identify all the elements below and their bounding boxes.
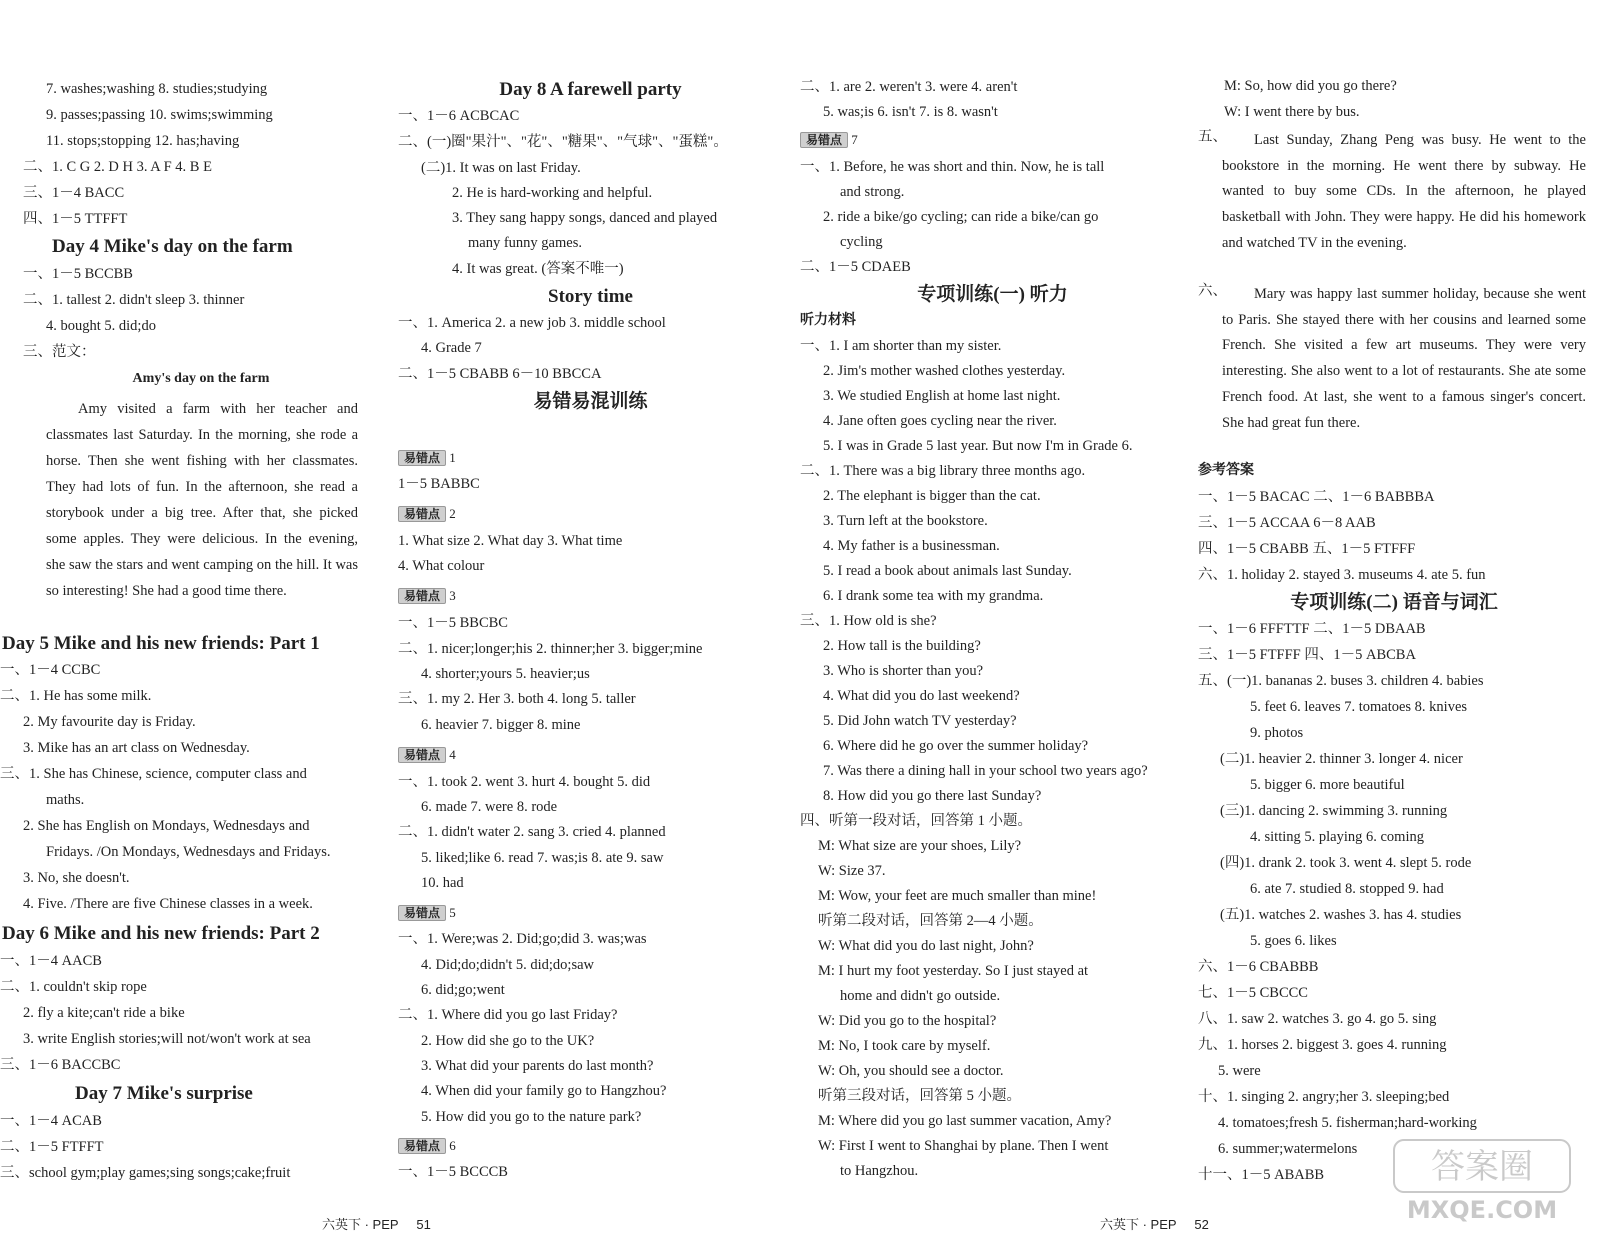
answer-line: 2. She has English on Mondays, Wednesdays and xyxy=(23,818,310,834)
error-point-badge xyxy=(800,132,858,148)
answer-line: 3. Mike has an art class on Wednesday. xyxy=(23,740,250,756)
answer-line: 二、1. tallest 2. didn't sleep 3. thinner xyxy=(23,292,245,308)
dialogue-line: 听第二段对话，回答第 2—4 小题。 xyxy=(818,913,1043,929)
answer-line: 4. When did your family go to Hangzhou? xyxy=(421,1083,667,1099)
answer-line: 4. Grade 7 xyxy=(421,340,482,356)
answer-line: 6. made 7. were 8. rode xyxy=(421,799,558,815)
answer-line: 二、1. couldn't skip rope xyxy=(0,979,147,995)
answer-line: 二、1. C G 2. D H 3. A F 4. B E xyxy=(23,159,212,175)
answer-line: 9. photos xyxy=(1250,725,1304,741)
error-point-badge xyxy=(398,588,456,604)
answer-line: 2. ride a bike/go cycling; can ride a bike/can go xyxy=(823,209,1099,225)
dialogue-line: M: No, I took care by myself. xyxy=(818,1038,991,1054)
answer-line: 一、1－4 ACAB xyxy=(0,1113,102,1129)
answer-line: 五、(一)1. bananas 2. buses 3. children 4. babies xyxy=(1198,673,1484,689)
watermark-url: MXQE.COM xyxy=(1406,1196,1558,1224)
reference-answers-label: 参考答案 xyxy=(1198,463,1254,478)
answer-line: 6. heavier 7. bigger 8. mine xyxy=(421,717,581,733)
section-label: 五、 xyxy=(1198,129,1227,145)
answer-line: 10. had xyxy=(421,875,464,891)
answer-line: 6. Where did he go over the summer holiday? xyxy=(823,738,1089,754)
answer-line: 三、范文： xyxy=(23,344,96,360)
answer-line: 3. write English stories;will not/won't work at sea xyxy=(23,1031,311,1047)
answer-line: 一、1. Were;was 2. Did;go;did 3. was;was xyxy=(398,931,647,947)
answer-line: 4. Jane often goes cycling near the river. xyxy=(823,413,1057,429)
answer-line: 二、1. Where did you go last Friday? xyxy=(398,1007,618,1023)
dialogue-line: 听第三段对话，回答第 5 小题。 xyxy=(818,1088,1021,1104)
answer-line: cycling xyxy=(840,234,883,250)
answer-line: 2. Jim's mother washed clothes yesterday. xyxy=(823,363,1066,379)
watermark-logo xyxy=(1392,1138,1572,1226)
answer-line: 七、1－5 CBCCC xyxy=(1198,985,1308,1001)
answer-line: 5. was;is 6. isn't 7. is 8. wasn't xyxy=(823,104,998,120)
dialogue-line: W: Did you go to the hospital? xyxy=(818,1013,997,1029)
answer-line: 5. bigger 6. more beautiful xyxy=(1250,777,1405,793)
answer-line: 二、1－5 FTFFT xyxy=(0,1139,104,1155)
dialogue-line: M: I hurt my foot yesterday. So I just stayed at xyxy=(818,963,1089,979)
answer-line: 一、1. took 2. went 3. hurt 4. bought 5. did xyxy=(398,774,651,790)
answer-line: 9. passes;passing 10. swims;swimming xyxy=(46,107,273,123)
answer-line: 1－5 BABBC xyxy=(398,476,480,492)
answer-line: (四)1. drank 2. took 3. went 4. slept 5. rode xyxy=(1220,855,1472,871)
answer-line: 四、听第一段对话，回答第 1 小题。 xyxy=(800,813,1032,829)
essay-title: Amy's day on the farm xyxy=(132,371,270,386)
column-2 xyxy=(398,0,783,1200)
answer-line: 3. Turn left at the bookstore. xyxy=(823,513,988,529)
answer-line: (二)1. heavier 2. thinner 3. longer 4. nicer xyxy=(1220,751,1463,767)
answer-line: many funny games. xyxy=(468,235,582,251)
answer-line: (三)1. dancing 2. swimming 3. running xyxy=(1220,803,1448,819)
answer-line: 4. What colour xyxy=(398,558,485,574)
answer-line: 一、1－4 AACB xyxy=(0,953,102,969)
answer-line: 十一、1－5 ABABB xyxy=(1198,1167,1325,1183)
answer-line: maths. xyxy=(46,792,85,808)
answer-line: 十、1. singing 2. angry;her 3. sleeping;bed xyxy=(1198,1089,1450,1105)
dialogue-line: to Hangzhou. xyxy=(840,1163,919,1179)
badge-number: 4 xyxy=(449,747,456,762)
answer-line: 2. My favourite day is Friday. xyxy=(23,714,196,730)
answer-line: 一、1－6 ACBCAC xyxy=(398,108,520,124)
answer-line: 4. My father is a businessman. xyxy=(823,538,1000,554)
listening-passage-6: Mary was happy last summer holiday, because she went to Paris. She stayed there with her cousins and learned some French. She visited a few art museums. They were very interesting. She also went to a lot of restaurants. She ate some French food. At last, she went to a famous singer's concert. She had great fun there. xyxy=(1222,286,1586,431)
listening-material-label: 听力材料 xyxy=(800,313,856,328)
badge-number: 6 xyxy=(449,1138,456,1153)
answer-line: 3. What did your parents do last month? xyxy=(421,1058,654,1074)
answer-line: 三、1. She has Chinese, science, computer class and xyxy=(0,766,307,782)
answer-line: 二、1－5 CDAEB xyxy=(800,259,911,275)
answer-line: 六、1－6 CBABBB xyxy=(1198,959,1319,975)
answer-line: 二、1. didn't water 2. sang 3. cried 4. planned xyxy=(398,824,666,840)
answer-line: 四、1－5 TTFFT xyxy=(23,211,128,227)
answer-line: 二、1. He has some milk. xyxy=(0,688,152,704)
answer-line: 5. How did you go to the nature park? xyxy=(421,1109,642,1125)
answer-line: 2. He is hard-working and helpful. xyxy=(452,185,653,201)
answer-line: 八、1. saw 2. watches 3. go 4. go 5. sing xyxy=(1198,1011,1437,1027)
badge-label: 易错点 xyxy=(398,747,446,763)
badge-number: 1 xyxy=(449,450,456,465)
page-number: 52 xyxy=(1194,1217,1209,1232)
section-heading-day4: Day 4 Mike's day on the farm xyxy=(52,236,293,257)
section-heading-day7: Day 7 Mike's surprise xyxy=(75,1083,253,1104)
answer-line: 三、1. How old is she? xyxy=(800,613,937,629)
badge-number: 7 xyxy=(851,132,858,147)
essay-body: Amy visited a farm with her teacher and classmates last Saturday. In the morning, she rode a horse. Then she went fishing with her classmates. They had lots of fun. In the afternoon, she read a storybook under a big tree. After that, she picked some apples. They were delicious. In the evening, she saw the stars and went camping on the hill. It was so interesting! She had a good time there. xyxy=(46,401,358,599)
section-heading-story: Story time xyxy=(548,286,633,307)
answer-line: 一、1. America 2. a new job 3. middle school xyxy=(398,315,666,331)
answer-line: 二、(一)圈"果汁"、"花"、"糖果"、"气球"、"蛋糕"。 xyxy=(398,134,728,150)
dialogue-line: W: Size 37. xyxy=(818,863,886,879)
dialogue-line: W: What did you do last night, John? xyxy=(818,938,1034,954)
answer-line: 一、1. Before, he was short and thin. Now, he is tall xyxy=(800,159,1105,175)
column-3 xyxy=(800,0,1185,1200)
section-heading-yicuo: 易错易混训练 xyxy=(533,391,648,412)
answer-line: 2. fly a kite;can't ride a bike xyxy=(23,1005,185,1021)
page-number: 51 xyxy=(416,1217,431,1232)
answer-line: 3. Who is shorter than you? xyxy=(823,663,984,679)
answer-line: 二、1. nicer;longer;his 2. thinner;her 3. bigger;mine xyxy=(398,641,703,657)
watermark-icon xyxy=(1392,1138,1572,1226)
dialogue-line: M: Wow, your feet are much smaller than mine! xyxy=(818,888,1097,904)
error-point-badge xyxy=(398,1138,456,1154)
answer-line: 一、1－5 BACAC 二、1－6 BABBBA xyxy=(1198,489,1435,505)
answer-line: 2. The elephant is bigger than the cat. xyxy=(823,488,1041,504)
answer-line: 2. How did she go to the UK? xyxy=(421,1033,595,1049)
section-heading-day6: Day 6 Mike and his new friends: Part 2 xyxy=(2,923,320,944)
error-point-badge xyxy=(398,747,456,763)
footer-left xyxy=(322,1214,431,1233)
section-label: 六、 xyxy=(1198,283,1227,299)
answer-line: 三、1－5 ACCAA 6－8 AAB xyxy=(1198,515,1376,531)
answer-line: 5. I read a book about animals last Sunday. xyxy=(823,563,1072,579)
answer-line: 4. shorter;yours 5. heavier;us xyxy=(421,666,590,682)
badge-label: 易错点 xyxy=(398,588,446,604)
section-heading-day8: Day 8 A farewell party xyxy=(499,79,682,100)
answer-line: 二、1－5 CBABB 6－10 BBCCA xyxy=(398,366,602,382)
answer-line: 5. I was in Grade 5 last year. But now I'm in Grade 6. xyxy=(823,438,1133,454)
dialogue-line: W: First I went to Shanghai by plane. Then I went xyxy=(818,1138,1109,1154)
answer-line: 三、1－5 FTFFF 四、1－5 ABCBA xyxy=(1198,647,1416,663)
answer-line: 6. I drank some tea with my grandma. xyxy=(823,588,1044,604)
answer-line: 一、1－5 BBCBC xyxy=(398,615,508,631)
answer-line: 3. They sang happy songs, danced and played xyxy=(452,210,718,226)
answer-line: 5. liked;like 6. read 7. was;is 8. ate 9. saw xyxy=(421,850,664,866)
answer-line: (二)1. It was on last Friday. xyxy=(421,160,581,176)
answer-line: 3. We studied English at home last night. xyxy=(823,388,1061,404)
badge-label: 易错点 xyxy=(398,450,446,466)
answer-line: 4. tomatoes;fresh 5. fisherman;hard-working xyxy=(1218,1115,1477,1131)
answer-line: 六、1. holiday 2. stayed 3. museums 4. ate 5. fun xyxy=(1198,567,1486,583)
watermark-cn: 答案圈 xyxy=(1431,1147,1533,1187)
answer-line: 4. What did you do last weekend? xyxy=(823,688,1020,704)
answer-line: 5. Did John watch TV yesterday? xyxy=(823,713,1017,729)
dialogue-line: M: So, how did you go there? xyxy=(1224,78,1397,94)
footer-right xyxy=(1100,1214,1209,1233)
answer-line: 4. sitting 5. playing 6. coming xyxy=(1250,829,1424,845)
answer-line: 二、1. There was a big library three months ago. xyxy=(800,463,1086,479)
error-point-badge xyxy=(398,506,456,522)
error-point-badge xyxy=(398,450,456,466)
answer-line: 三、1－4 BACC xyxy=(23,185,125,201)
dialogue-line: W: Oh, you should see a doctor. xyxy=(818,1063,1004,1079)
answer-line: 一、1－5 BCCCB xyxy=(398,1164,508,1180)
listening-passage-5: Last Sunday, Zhang Peng was busy. He went to the bookstore in the morning. He went there by subway. He wanted to buy some CDs. In the afternoon, he played basketball with John. They were happy. He did his homework and watched TV in the evening. xyxy=(1222,132,1586,251)
dialogue-line: M: What size are your shoes, Lily? xyxy=(818,838,1022,854)
answer-line: 三、1. my 2. Her 3. both 4. long 5. taller xyxy=(398,691,636,707)
answer-line: 二、1. are 2. weren't 3. were 4. aren't xyxy=(800,79,1018,95)
answer-line: 一、1－6 FFFTTF 二、1－5 DBAAB xyxy=(1198,621,1426,637)
badge-number: 2 xyxy=(449,506,456,521)
answer-line: 4. Did;do;didn't 5. did;do;saw xyxy=(421,957,594,973)
error-point-badge xyxy=(398,905,456,921)
footer-book-label: 六英下 · PEP xyxy=(322,1217,399,1232)
answer-line: and strong. xyxy=(840,184,905,200)
answer-line: 5. feet 6. leaves 7. tomatoes 8. knives xyxy=(1250,699,1468,715)
answer-line: 4. It was great. (答案不唯一) xyxy=(452,261,624,277)
badge-number: 5 xyxy=(449,905,456,920)
dialogue-line: W: I went there by bus. xyxy=(1224,104,1360,120)
answer-line: 6. ate 7. studied 8. stopped 9. had xyxy=(1250,881,1444,897)
footer-book-label: 六英下 · PEP xyxy=(1100,1217,1177,1232)
answer-line: 6. did;go;went xyxy=(421,982,505,998)
column-4 xyxy=(1198,0,1590,1200)
answer-line: 5. were xyxy=(1218,1063,1261,1079)
answer-line: 一、1－5 BCCBB xyxy=(23,266,133,282)
section-heading-day5: Day 5 Mike and his new friends: Part 1 xyxy=(2,633,320,654)
section-heading-zx2: 专项训练(二) 语音与词汇 xyxy=(1290,592,1498,613)
answer-line: 3. No, she doesn't. xyxy=(23,870,130,886)
answer-line: 8. How did you go there last Sunday? xyxy=(823,788,1042,804)
answer-line: 11. stops;stopping 12. has;having xyxy=(46,133,240,149)
answer-line: 4. bought 5. did;do xyxy=(46,318,156,334)
answer-line: 6. summer;watermelons xyxy=(1218,1141,1358,1157)
badge-label: 易错点 xyxy=(800,132,848,148)
answer-line: 三、school gym;play games;sing songs;cake;fruit xyxy=(0,1165,291,1181)
answer-line: 7. Was there a dining hall in your school two years ago? xyxy=(823,763,1148,779)
answer-line: Fridays. /On Mondays, Wednesdays and Fridays. xyxy=(46,844,331,860)
column-1 xyxy=(0,0,372,1200)
dialogue-line: M: Where did you go last summer vacation, Amy? xyxy=(818,1113,1112,1129)
badge-label: 易错点 xyxy=(398,506,446,522)
answer-line: 4. Five. /There are five Chinese classes in a week. xyxy=(23,896,313,912)
answer-line: 四、1－5 CBABB 五、1－5 FTFFF xyxy=(1198,541,1416,557)
answer-line: 一、1. I am shorter than my sister. xyxy=(800,338,1002,354)
answer-line: 三、1－6 BACCBC xyxy=(0,1057,121,1073)
answer-line: 1. What size 2. What day 3. What time xyxy=(398,533,623,549)
answer-line: 2. How tall is the building? xyxy=(823,638,981,654)
answer-line: 九、1. horses 2. biggest 3. goes 4. running xyxy=(1198,1037,1447,1053)
dialogue-line: home and didn't go outside. xyxy=(840,988,1001,1004)
answer-line: 一、1－4 CCBC xyxy=(0,662,101,678)
answer-line: 5. goes 6. likes xyxy=(1250,933,1337,949)
section-heading-zx1: 专项训练(一) 听力 xyxy=(917,284,1068,305)
badge-label: 易错点 xyxy=(398,1138,446,1154)
badge-label: 易错点 xyxy=(398,905,446,921)
badge-number: 3 xyxy=(449,588,456,603)
answer-line: 7. washes;washing 8. studies;studying xyxy=(46,81,268,97)
answer-line: (五)1. watches 2. washes 3. has 4. studies xyxy=(1220,907,1462,923)
